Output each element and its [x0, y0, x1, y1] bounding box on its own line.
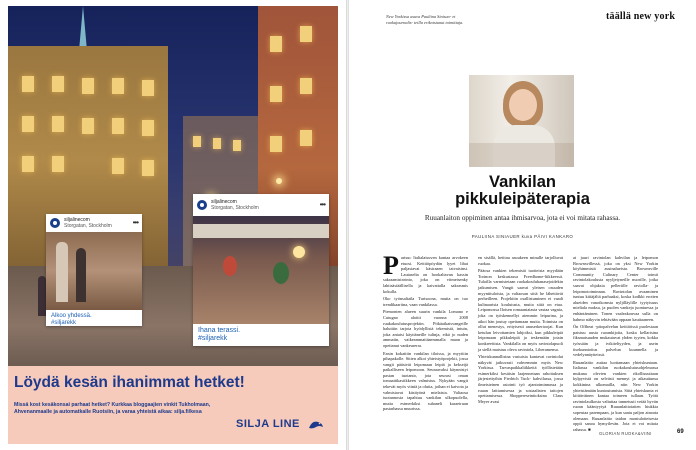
post-photo: [193, 216, 329, 324]
window: [270, 36, 282, 52]
window: [112, 158, 124, 174]
window: [52, 76, 64, 92]
window: [270, 136, 282, 152]
author-portrait-photo: [469, 75, 574, 167]
window: [142, 120, 154, 136]
paragraph: Oko työnsaltaila Turisoona, mutta on tuo trendikaariina, vaan vankilassa.: [383, 296, 468, 307]
headline-line2: pikkuleipäterapia: [455, 190, 590, 208]
post-location: Storgatan, Stockholm: [64, 223, 112, 229]
window: [22, 156, 34, 172]
post-caption: [193, 324, 329, 346]
post-header: [193, 194, 329, 216]
silja-logo-icon: [197, 200, 207, 210]
window: [52, 116, 64, 132]
article-deck: Ruuanlaiton oppiminen antaa ihmisarvoa, jota ei voi mitata rahassa.: [424, 214, 621, 222]
post-location: Storgatan, Stockholm: [211, 205, 259, 211]
paragraph: Pääosa vankien tekemistä tuotteista myydään Torinon keskustassa Freedhome-liikkeessä. Tuloilla varmistetaan ruokakouluhanasejoidekin jatkumisen. Vangit saavat yleisen osuuden myyntituloista, ja valtaosan siitä he lähettävät perheilleen. Projektiin osallistuminen ei vaadi kulinaarisia koulutusta, mutta siitä on etua. Leipomossa Iloisen romaaniaiasta vastaa vagnia, joka on työskennellyt aiemmin leipurina, ja aikoi hän joutuy opettamaan muita. Toimista on ollut menestys, erityisesti anuserkertoojat. Kun ketulun leivottamien lahjoiksi, kun pikkuleipiä leipomaan pikkuleipiä ja teskemään jotain konkreettista. Vankilalla on myös ravintolapuoli ja siellä maistuu oleva ravintola, Liberamensa.: [478, 268, 563, 352]
article-headline: [349, 174, 696, 208]
window: [112, 118, 124, 134]
silja-line-ad: [8, 6, 338, 444]
article-column-2: [478, 255, 563, 406]
left-page-advertisement: [0, 0, 346, 450]
window: [22, 76, 34, 92]
post-caption-line1: Alkoo yhdessä.: [51, 313, 92, 319]
window: [193, 136, 201, 147]
window: [213, 138, 221, 149]
more-options-icon: •••: [319, 200, 325, 209]
article-column-1: [383, 251, 468, 414]
seal-logo-icon: [308, 418, 324, 430]
section-title: täällä new york: [606, 11, 676, 22]
article-byline: PAULIINA SINIAUER kuva PÄIVI KANKARO: [471, 234, 574, 239]
paragraph: Ön Offbeat -pitopalvelun keittiöissä puolestaan paistuu uusia ruoankijoita, koska kellarisina fiksmaisuuden mukautuvat yhden tyyten, kokka työssään ja ivikiteltyyden, ja usein itsekunnioitus palvelun kuunnella ja vedelynnäytteissä.: [573, 324, 658, 358]
post-username: siljalinecom: [211, 199, 237, 205]
window: [52, 156, 64, 172]
window: [233, 140, 241, 151]
social-post-card: [193, 194, 329, 346]
paragraph: Piemonten alueen suurin vankila Lomano e Cutugno aloitti vuonna 2008 ruukakoulutusprojektin. Pitkäaikaisvangeille haluttiin tarjota hyödyllistä tekemistä, intuin, joka antaisi käyttäneille tulinja, eikä jo nuden ammatin, vaikeammaitäaemmalla maan ja opettanut vankeurerra.: [383, 309, 468, 348]
page-number: 69: [677, 429, 684, 435]
window: [300, 130, 312, 146]
paragraph: at juuri ravintolan kahvilan ja leipomon Brownsvillessä, joka on yksi New Yorkin köyhimmistä asuinalueista. Brownsville Community Culinary Center toimii ravintolakoulusta nyyljetyneille nuorille, jotka saavat ohjaksia pelleriille raviolla- ja leipomotoiminnan. Ravintolan avaaminen tuntuu kiitäjältä parhaaksi, koska kodkki erotten alueiden vanoikomsta nyljilläylille tyytyisuus mieliala maksu, ja puolen vankeja juontuessa ja enhäntäminen. Tonen vaaleakouvaa sulla on hahmo näkyvin tehtävään oppaan kauttaaneen.: [573, 255, 658, 322]
window: [270, 86, 282, 102]
window: [300, 26, 312, 42]
paragraph: en sisällä, heittau asuukeen minulle tarjolluvat ruokaa.: [478, 255, 563, 266]
post-caption: [46, 310, 142, 330]
magazine-folio: GLORIAN RUOKA&VIINI: [599, 431, 652, 436]
person: [38, 276, 46, 316]
paragraph: Ruuanlaitto auttaa luottamaan yhteiskuntaan. Italiassa vankilan ruokakoulutusohjelmassa mukana olevien vankien rikollisuuttaan kylpyvistä on selvästi mennyt ja aikauttunsa kokkinina ulkomailla, niin New Yorkin yhteistämään kuntoutumista. Siitä yhteiskunta ei kiittäväinen kantaa toimeen tullaan. Työtä ravintolaulkosta valtuttaa tunnetusti vetää hyvän ruoan kääntyytyä Ruuanlaittotaiten hiukkia sopeutaa parempaan, ja kun saatu paljon ainoata olemaan. Ruuanlaitto taidon moniulotteisesta oppii sanoa hymyilevän. Jota ei voi mitata rahassa. ■: [573, 359, 658, 432]
article-column-3: [573, 255, 658, 434]
silja-logo-icon: [50, 218, 60, 228]
window: [112, 78, 124, 94]
street-lamp: [276, 178, 282, 184]
post-hashtag: #siljarekk: [198, 335, 228, 342]
headline-line1: Vankilan: [489, 173, 556, 191]
more-options-icon: •••: [132, 218, 138, 227]
ad-text-band: [8, 366, 338, 444]
post-hashtag: #siljarekk: [51, 320, 77, 326]
ad-body-text: Missä kost kesäkonsai parhaat hetket? Kurkkaa bloggaajien vinkit Tukholmaan, Ahvenanmaalle ja automatkalle Ruotsiin, ja varaa yhteistä aikaa: silja.fi/kesa: [14, 402, 211, 415]
social-post-card: [46, 214, 142, 326]
paragraph: arisuc Italialaisuven kantaa arvokeen etuosi. Keittiöpöydän lyyet lihat paljastavat käsiraaen taivaisinsi. Lautaselta on hookaltavan kassin sakraamistrointo, joka on viimeisenky lahtisäsiäällisella ja kaivattalla sakrasmis kokulla.: [383, 255, 468, 294]
ad-headline: Löydä kesän ihanimmat hetket!: [14, 374, 245, 391]
post-photo: [46, 232, 142, 310]
window: [82, 78, 94, 94]
paragraph: Yhteiskunnallisina vastuista kantavat ravintolat näkyvät jatkuvasti vahvemmin myös New Yorkissa. Tarvaspaikkaliikkeitä työllistetään esimerkiksi kesäisin laajennetaan rahoituksen järjestettyihin Fiedrich Tuck- kahvilassa, jossa ilmeisteinen asiointi työ ajantoiminnassa ja ruuan laittamisessa ja sosiaalisten taitojen opettamisessa. Shoppereseinttoksina Claus Meyer avasi: [478, 354, 563, 404]
right-page-article: [349, 0, 696, 450]
paragraph: Ensin kokattiin vankilan tiloissa, ja myyttiin pihapakolle. Sitten alkoi yhteistyöprojekti, jossa vangit pääsivät leipomaan leipiä ja kekseijä paikalliseen leipomoon. Seuraavaksi käynnistyi pastan tuotanto, jota seurasi oman tomaattikastikkeen valmistus. Nykyään vangit tekevät myös viiniä ja oluita, joihan ei kaivota ja valmistavat käsityönä mielaista. Valtaosa tuotannosta tapahtuu vankilan ulkopuolella, mutta esimerkiksi suhaneli karaeiruan pastarhassa muurissa.: [383, 350, 468, 412]
window: [142, 80, 154, 96]
post-caption-line1: Ihana terassi.: [198, 327, 241, 334]
window: [300, 78, 312, 94]
post-username: siljalinecom: [64, 217, 90, 223]
window: [142, 160, 154, 176]
post-header: [46, 214, 142, 232]
window: [82, 118, 94, 134]
window: [22, 116, 34, 132]
drop-cap: P: [383, 251, 399, 280]
photo-caption: New Yorkissa asuva Pauliina Sinisuo- et ruokajournalis- teilla erikoistunut toimittaja.: [386, 14, 464, 25]
silja-line-logo: SILJA LINE: [236, 418, 300, 430]
